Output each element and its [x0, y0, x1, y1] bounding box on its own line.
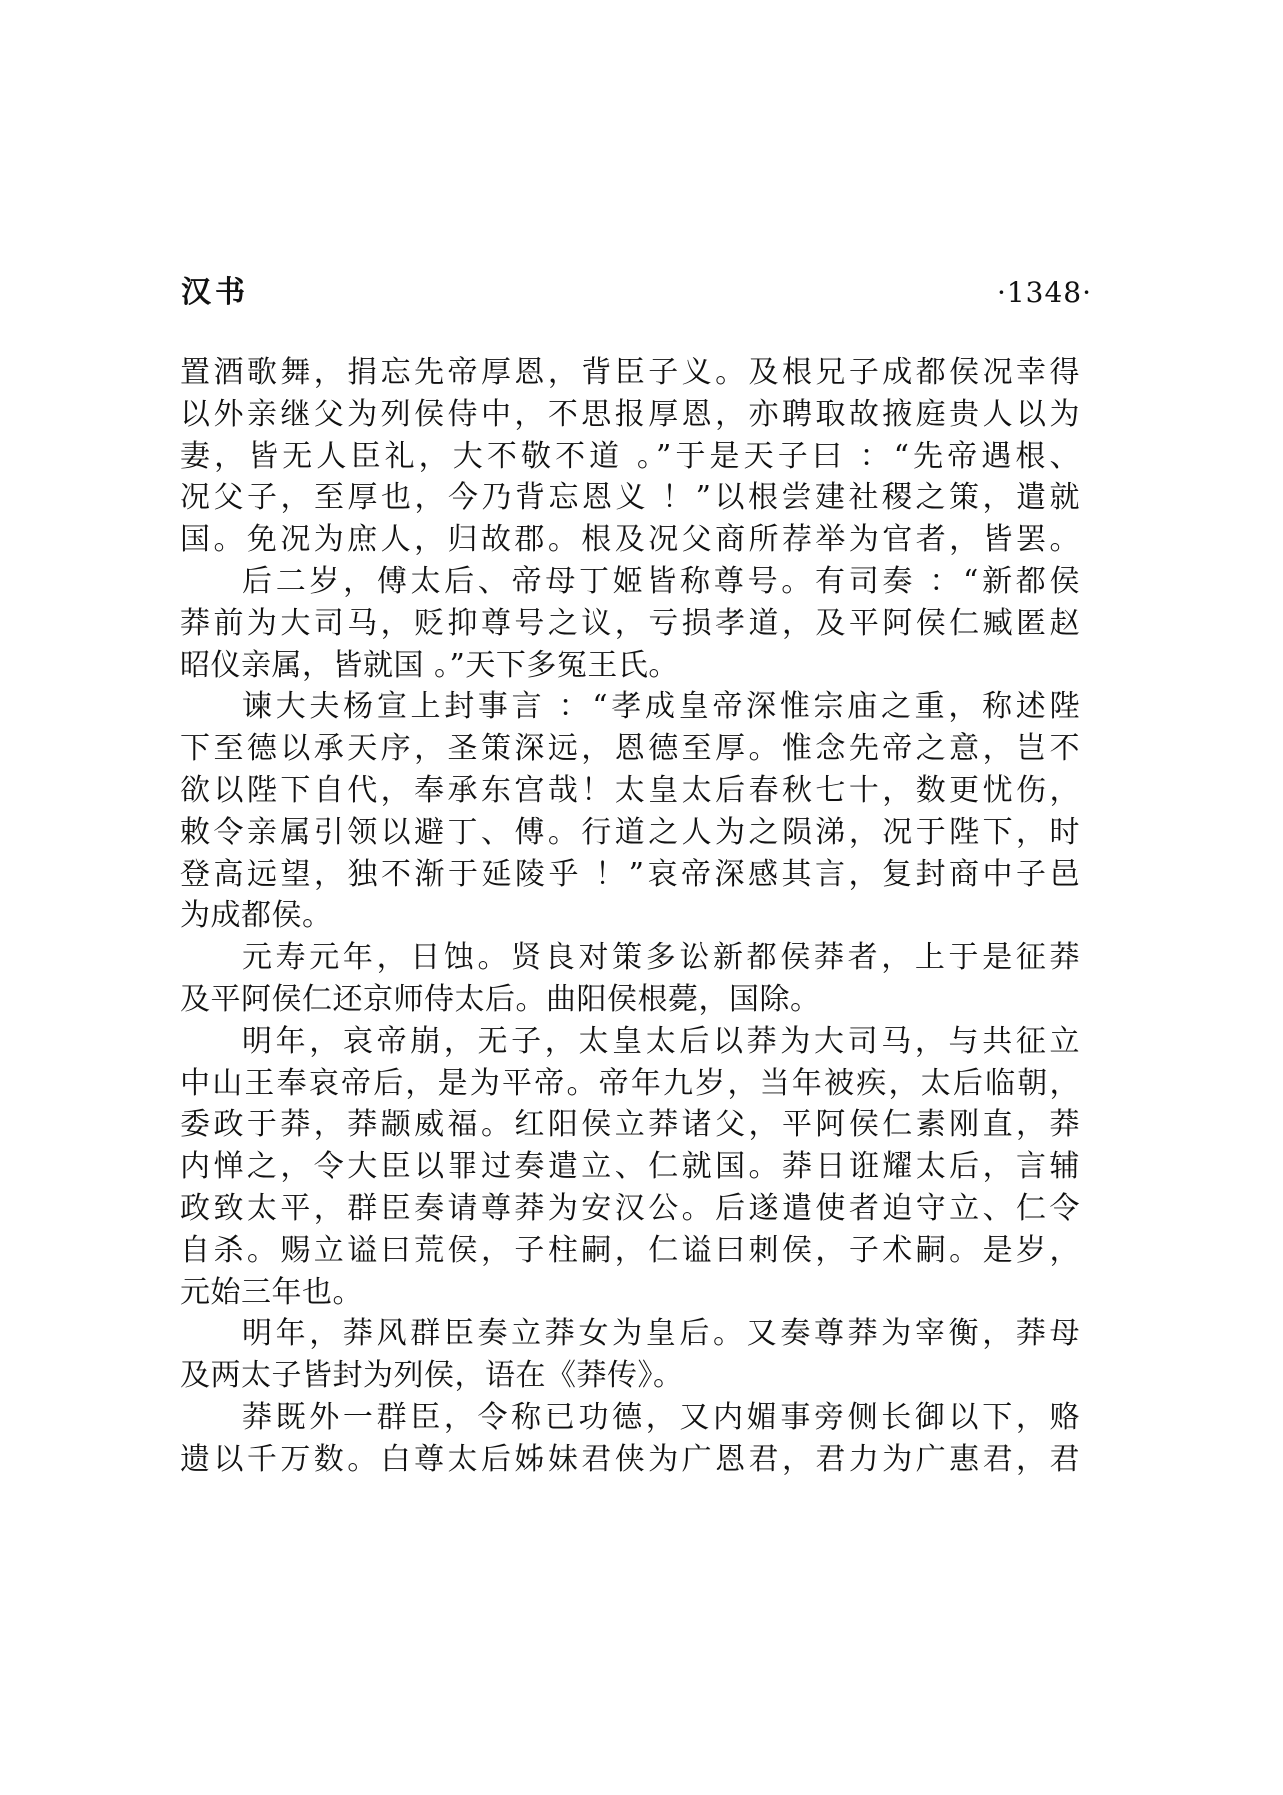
text-line: 欲以陛下自代，奉承东宫哉！太皇太后春秋七十，数更忧伤，	[180, 772, 1080, 808]
text-line: 莽既外一群臣，令称已功德，又内媚事旁侧长御以下，赂	[242, 1399, 1080, 1435]
text-line: 谏大夫杨宣上封事言 ：“孝成皇帝深惟宗庙之重，称述陛	[242, 689, 1080, 725]
text-line: 遗以千万数。白尊太后姊妹君侠为广恩君，君力为广惠君，君	[180, 1441, 1080, 1477]
page-number: ·1348·	[996, 276, 1092, 309]
text-line: 敕令亲属引领以避丁、傅。行道之人为之陨涕，况于陛下，时	[180, 814, 1080, 850]
text-line: 下至德以承天序，圣策深远，恩德至厚。惟念先帝之意，岂不	[180, 731, 1080, 767]
text-line: 登高远望，独不渐于延陵乎 ！”哀帝深感其言，复封商中子邑	[180, 856, 1080, 892]
text-line: 后二岁，傅太后、帝母丁姬皆称尊号。有司奏 ：“新都侯	[242, 563, 1080, 599]
text-line: 委政于莽，莽颛威福。红阳侯立莽诸父，平阿侯仁素刚直，莽	[180, 1107, 1080, 1143]
text-line: 为成都侯。	[180, 898, 333, 934]
text-line: 内惮之，令大臣以罪过奏遣立、仁就国。莽日诳耀太后，言辅	[180, 1149, 1080, 1185]
text-line: 元寿元年，日蚀。贤良对策多讼新都侯莽者，上于是征莽	[242, 940, 1080, 976]
page-header	[181, 268, 1092, 318]
text-line: 莽前为大司马，贬抑尊号之议，亏损孝道，及平阿侯仁臧匿赵	[180, 605, 1080, 641]
text-line: 元始三年也。	[180, 1274, 363, 1310]
text-line: 明年，哀帝崩，无子，太皇太后以莽为大司马，与共征立	[242, 1023, 1080, 1059]
text-line: 国。免况为庶人，归故郡。根及况父商所荐举为官者，皆罢。	[180, 522, 1080, 558]
text-line: 置酒歌舞，捐忘先帝厚恩，背臣子义。及根兄子成都侯况幸得	[180, 355, 1080, 390]
book-title: 汉书	[181, 275, 249, 310]
text-line: 妻，皆无人臣礼，大不敬不道 。”于是天子曰 ：“先帝遇根、	[180, 438, 1080, 474]
text-line: 昭仪亲属，皆就国 。”天下多冤王氏。	[180, 647, 679, 683]
text-line: 及平阿侯仁还京师侍太后。曲阳侯根薨，国除。	[180, 981, 821, 1017]
text-line: 中山王奉哀帝后，是为平帝。帝年九岁，当年被疾，太后临朝，	[180, 1065, 1080, 1101]
text-line: 明年，莽风群臣奏立莽女为皇后。又奏尊莽为宰衡，莽母	[242, 1316, 1080, 1352]
text-line: 政致太平，群臣奏请尊莽为安汉公。后遂遣使者迫守立、仁令	[180, 1190, 1080, 1226]
text-line: 况父子，至厚也，今乃背忘恩义 ！”以根尝建社稷之策，遣就	[180, 480, 1080, 516]
text-line: 自杀。赐立谥曰荒侯，子柱嗣，仁谥曰刺侯，子术嗣。是岁，	[180, 1232, 1080, 1268]
page-body	[180, 352, 1080, 1481]
text-line: 以外亲继父为列侯侍中，不思报厚恩，亦聘取故掖庭贵人以为	[180, 396, 1080, 432]
text-line: 及两太子皆封为列侯，语在《莽传》。	[180, 1358, 684, 1394]
